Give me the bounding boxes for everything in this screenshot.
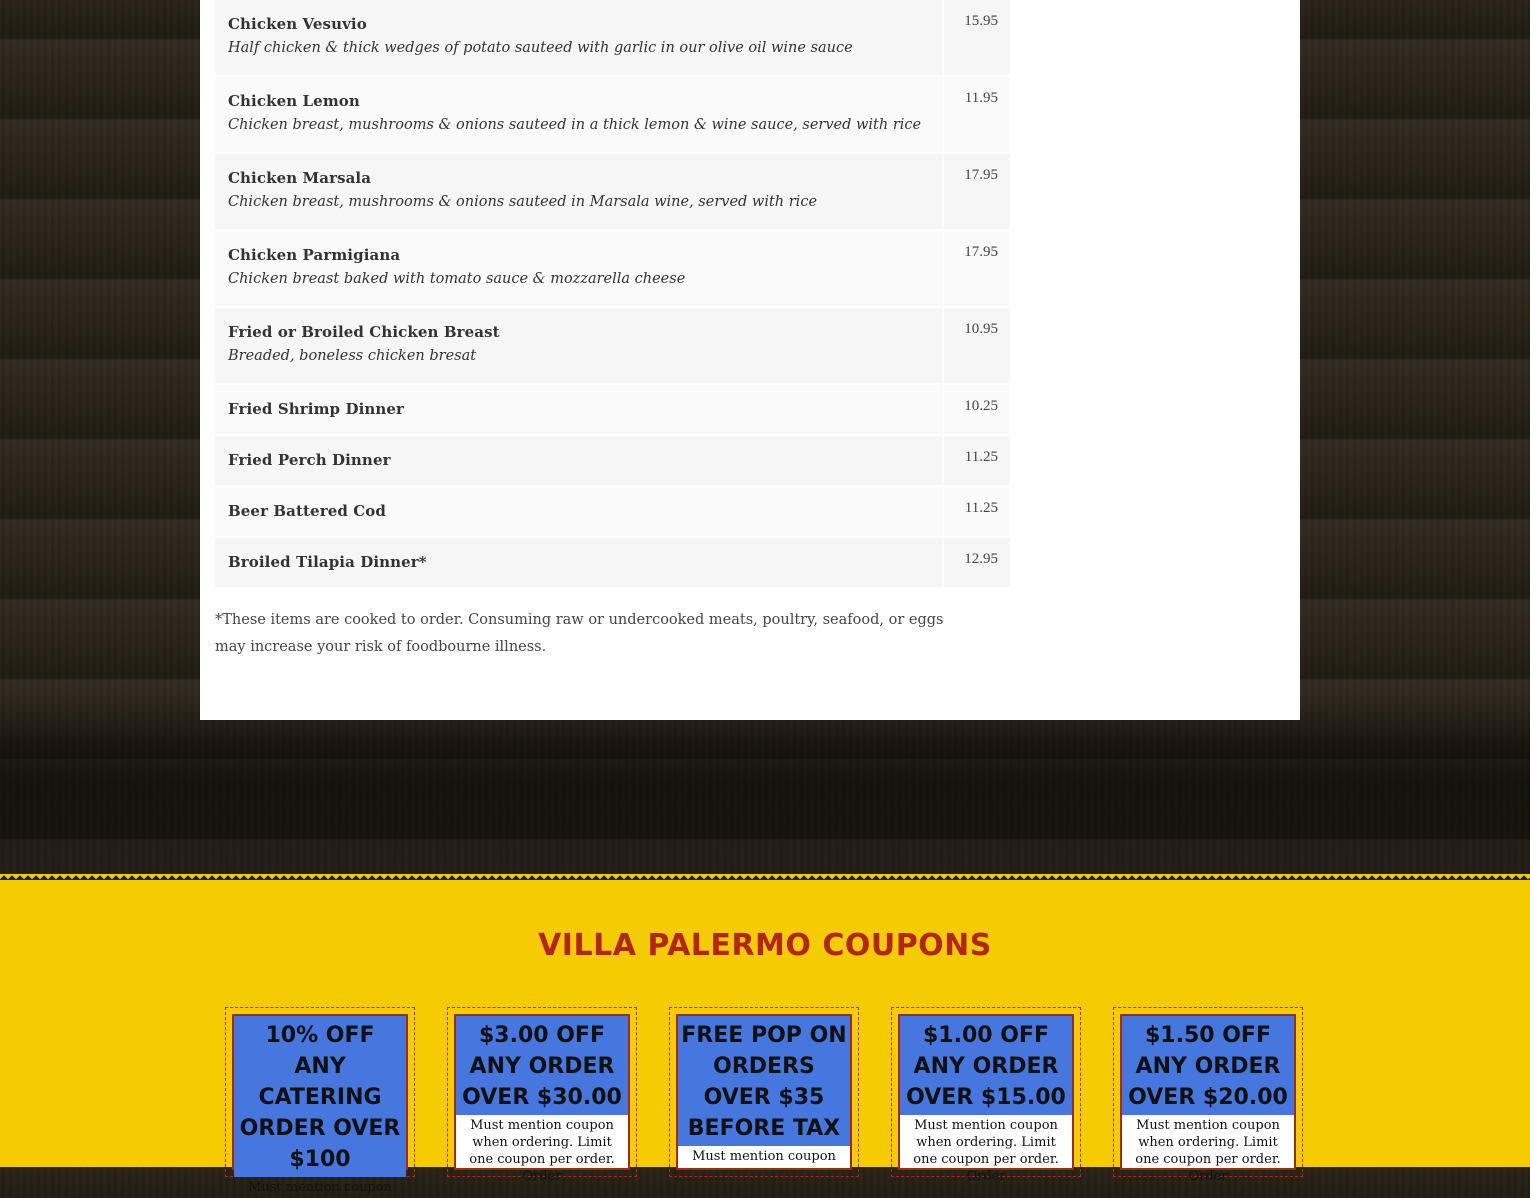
menu-item-row — [215, 0, 1010, 75]
menu-item-row — [215, 487, 1010, 536]
coupon-headline: $1.00 OFF ANY ORDER OVER $15.00 — [900, 1016, 1072, 1115]
coupon-card[interactable] — [225, 1007, 415, 1195]
menu-item-name-cell — [215, 0, 942, 75]
menu-table — [215, 0, 1010, 589]
menu-item-name: Beer Battered Cod — [228, 502, 386, 520]
coupon-frame — [454, 1014, 630, 1184]
wood-background-shadow — [0, 700, 1530, 880]
menu-item-name: Chicken Marsala — [228, 169, 372, 187]
menu-item-description: Chicken breast, mushrooms & onions sauteed in a thick lemon & wine sauce, served with rice — [228, 117, 922, 133]
menu-item-name: Broiled Tilapia Dinner* — [228, 553, 427, 571]
menu-item-price: 10.25 — [944, 385, 1010, 434]
coupon-frame — [1120, 1014, 1296, 1184]
coupon-terms: Must mention coupon when ordering. Limit one coupon per order. Order — [469, 1118, 615, 1184]
coupon-frame — [898, 1014, 1074, 1184]
coupon-card[interactable] — [447, 1007, 637, 1184]
zigzag-border — [0, 874, 1530, 882]
menu-item-name: Chicken Vesuvio — [228, 15, 367, 33]
menu-item-description: Chicken breast, mushrooms & onions sauteed in Marsala wine, served with rice — [228, 194, 818, 210]
coupon-frame — [676, 1014, 852, 1170]
menu-item-name-cell — [215, 231, 942, 306]
menu-item-row — [215, 231, 1010, 306]
menu-item-price: 11.25 — [944, 487, 1010, 536]
menu-item-price: 11.25 — [944, 436, 1010, 485]
menu-item-row — [215, 538, 1010, 587]
menu-item-name-cell — [215, 538, 942, 587]
coupon-headline: $3.00 OFF ANY ORDER OVER $30.00 — [456, 1016, 628, 1115]
coupon-headline: 10% OFF ANY CATERING ORDER OVER $100 — [234, 1016, 406, 1177]
menu-item-description: Half chicken & thick wedges of potato sauteed with garlic in our olive oil wine sauce — [228, 40, 853, 56]
menu-item-name: Chicken Parmigiana — [228, 246, 401, 264]
menu-item-price: 12.95 — [944, 538, 1010, 587]
menu-item-price: 11.95 — [944, 77, 1010, 152]
menu-item-row — [215, 154, 1010, 229]
menu-item-name-cell — [215, 385, 942, 434]
menu-item-name-cell — [215, 436, 942, 485]
menu-item-name-cell — [215, 154, 942, 229]
coupon-terms: Must mention coupon — [692, 1149, 836, 1164]
menu-item-price: 17.95 — [944, 231, 1010, 306]
menu-item-row — [215, 77, 1010, 152]
menu-item-description: Chicken breast baked with tomato sauce & mozzarella cheese — [228, 271, 686, 287]
menu-item-row — [215, 436, 1010, 485]
coupons-section — [0, 880, 1530, 1195]
coupon-terms: Must mention coupon when ordering. Limit one coupon per order. Order — [913, 1118, 1059, 1184]
food-safety-note: *These items are cooked to order. Consuming raw or undercooked meats, poultry, seafood, or eggs may increase your risk of foodbourne illness. — [215, 612, 944, 655]
menu-item-price: 10.95 — [944, 308, 1010, 383]
menu-item-name: Fried Perch Dinner — [228, 451, 391, 469]
menu-item-description: Breaded, boneless chicken bresat — [228, 348, 477, 364]
coupon-terms: Must mention coupon when ordering. Limit one coupon per order. Order — [1135, 1118, 1281, 1184]
menu-item-price: 17.95 — [944, 154, 1010, 229]
coupons-heading: VILLA PALERMO COUPONS — [538, 928, 992, 963]
coupon-card[interactable] — [1113, 1007, 1303, 1184]
coupon-headline: $1.50 OFF ANY ORDER OVER $20.00 — [1122, 1016, 1294, 1115]
menu-item-name-cell — [215, 77, 942, 152]
coupon-frame — [232, 1014, 408, 1195]
menu-item-name-cell — [215, 308, 942, 383]
coupon-card[interactable] — [891, 1007, 1081, 1184]
menu-item-row — [215, 308, 1010, 383]
coupon-card[interactable] — [669, 1007, 859, 1177]
menu-item-row — [215, 385, 1010, 434]
menu-item-name: Chicken Lemon — [228, 92, 360, 110]
coupon-terms: Must mention coupon — [248, 1180, 392, 1195]
menu-card — [200, 0, 1300, 720]
menu-item-name: Fried or Broiled Chicken Breast — [228, 323, 500, 341]
menu-item-price: 15.95 — [944, 0, 1010, 75]
menu-item-name-cell — [215, 487, 942, 536]
coupon-headline: FREE POP ON ORDERS OVER $35 BEFORE TAX — [678, 1016, 850, 1146]
menu-item-name: Fried Shrimp Dinner — [228, 400, 405, 418]
